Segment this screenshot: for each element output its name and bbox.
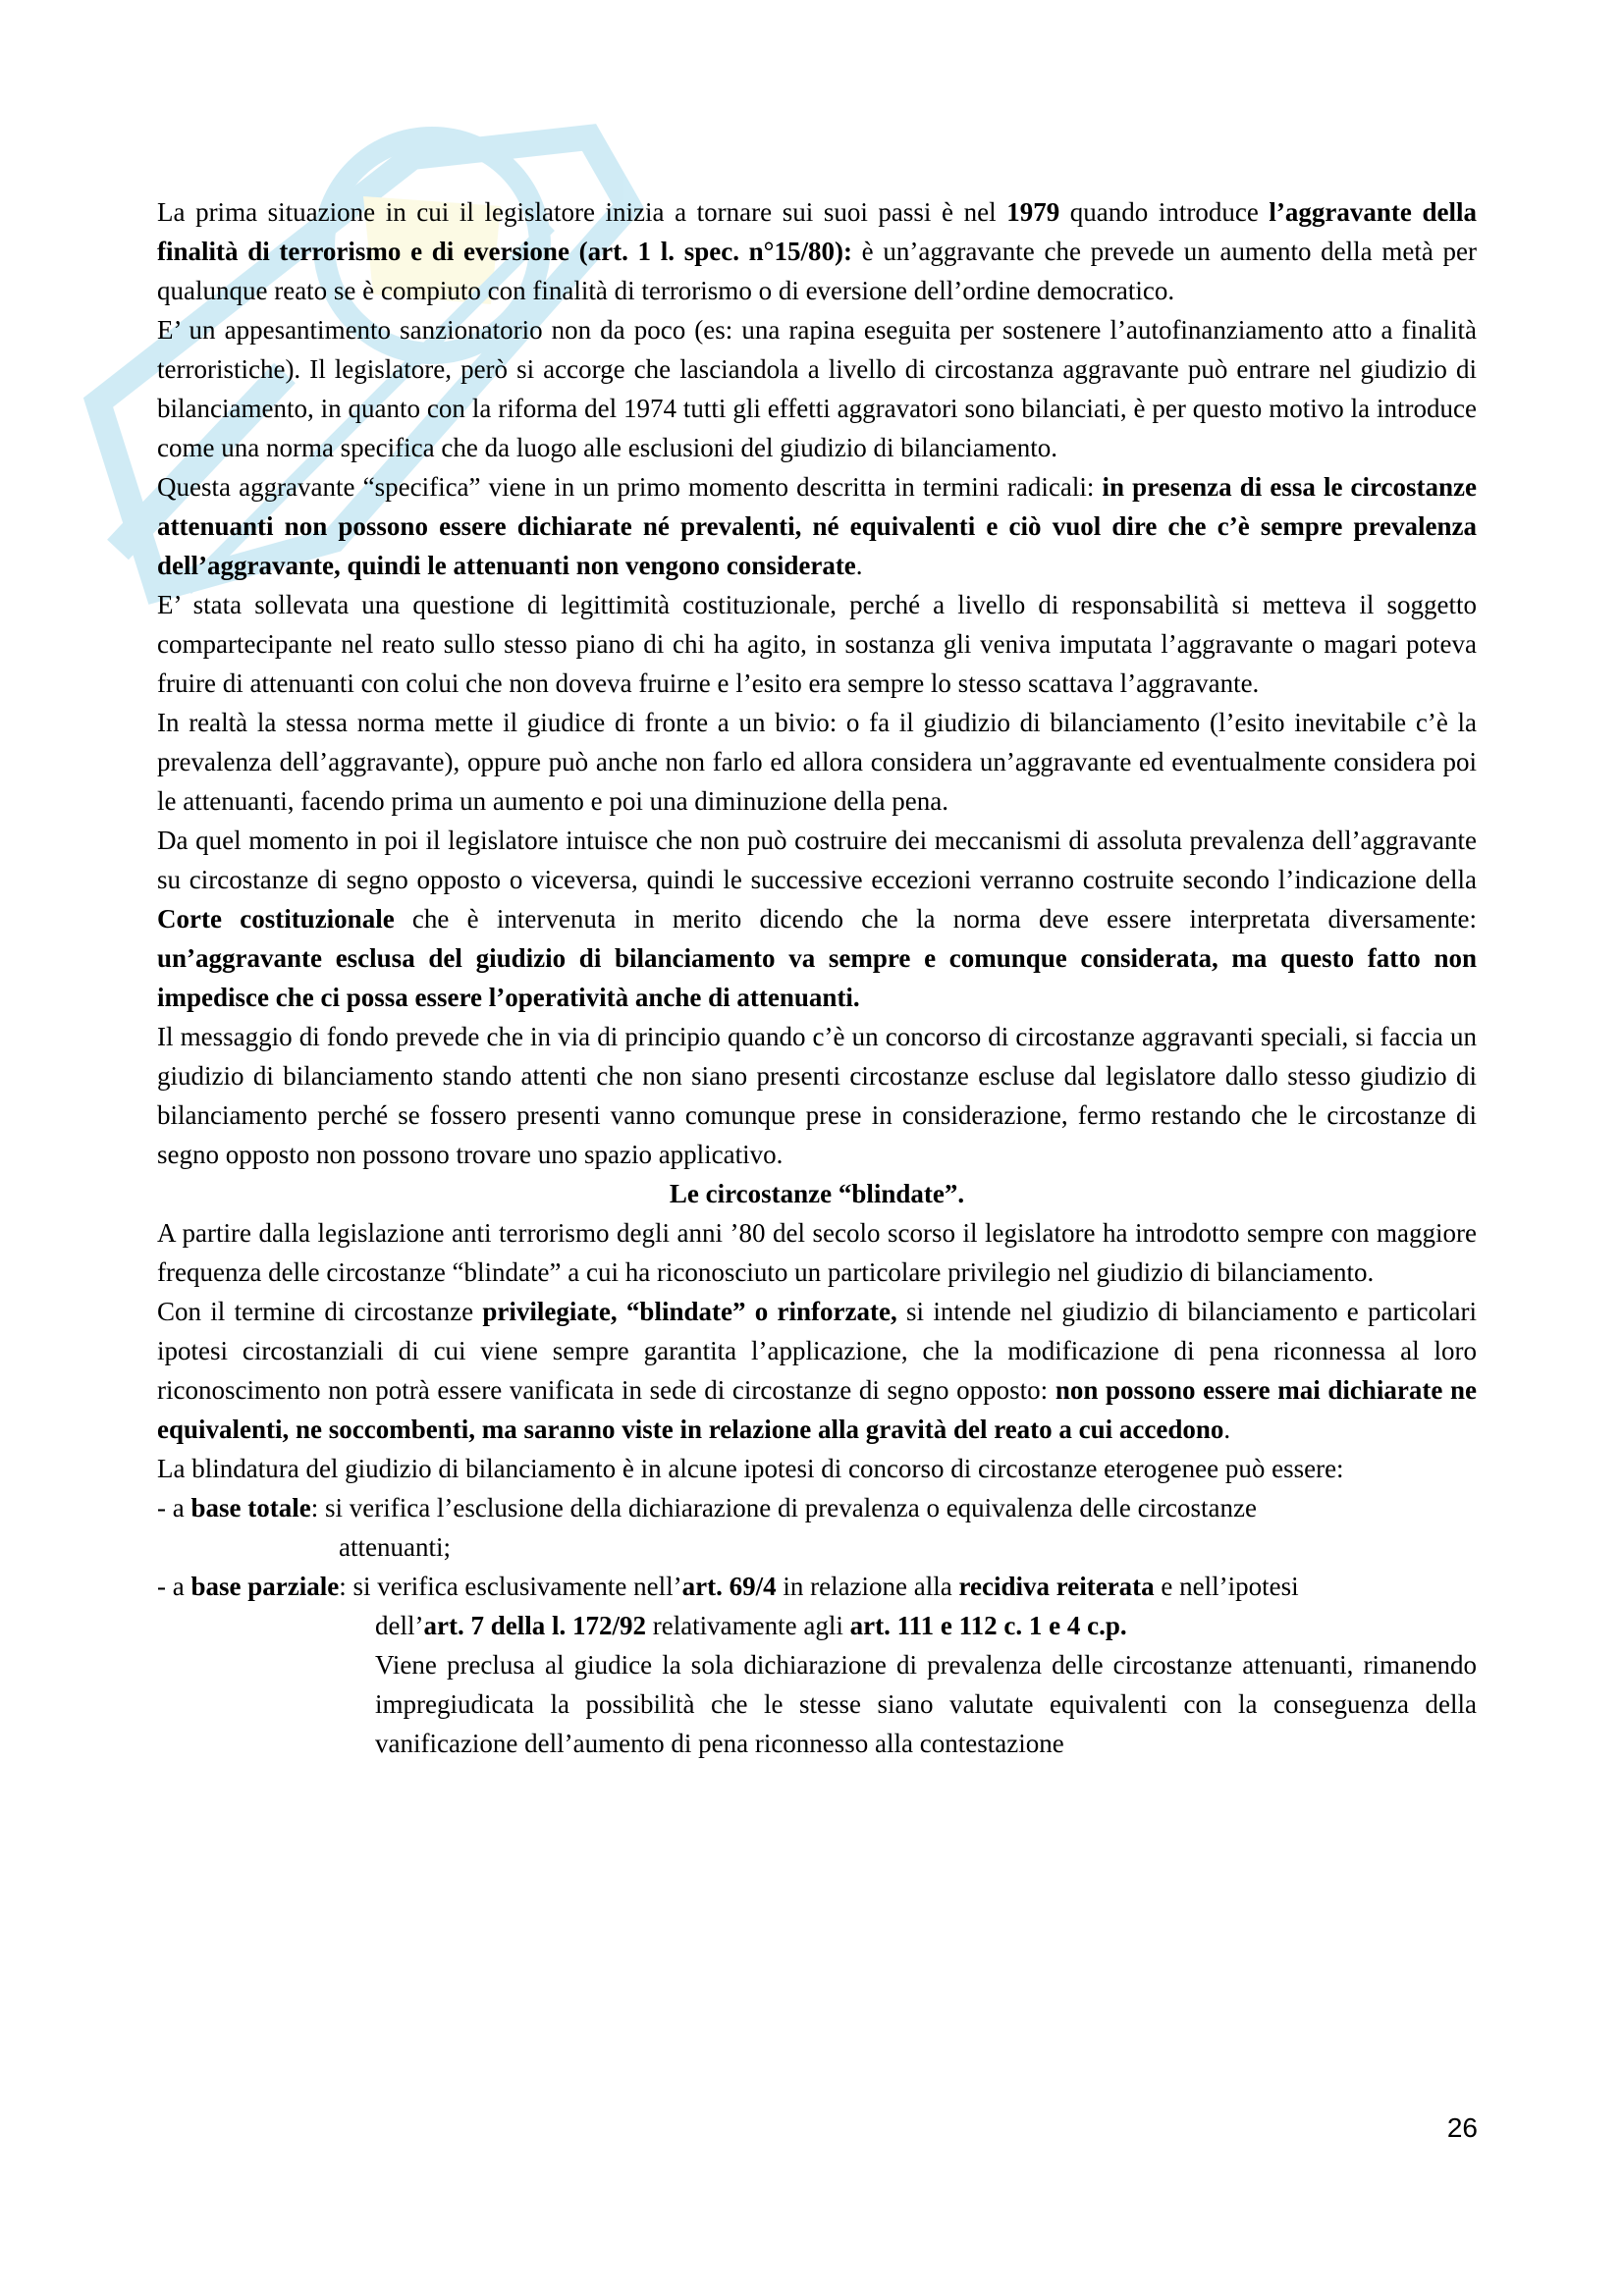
list-item-base-totale: - a base totale: si verifica l’esclusione della dichiarazione di prevalenza o equivalenza delle circostanze attenuanti; (157, 1493, 1258, 1562)
list-item-base-parziale: - a base parziale: si verifica esclusivamente nell’art. 69/4 in relazione alla recidiva reiterata e nell’ipotesi dell’art. 7 della l. 172/92 relativamente agli art. 111 e 112 c. 1 e 4 c.p. Viene preclusa al giudice la sola dichiarazione di prevalenza delle circostanze attenuanti, rimanendo impregiudicata la possibilità che le stesse siano valutate equivalenti con la conseguenza della vanificazione dell’aumento di pena riconnesso alla contestazione (157, 1567, 1477, 1763)
paragraph-1: La prima situazione in cui il legislatore inizia a tornare sui suoi passi è nel 1979 quando introduce l’aggravante della finalità di terrorismo e di eversione (art. 1 l. spec. n°15/80): è un’aggravante che prevede un aumento della metà per qualunque reato se è compiuto con finalità di terrorismo o di eversione dell’ordine democratico. (157, 197, 1477, 305)
paragraph-8: A partire dalla legislazione anti terrorismo degli anni ’80 del secolo scorso il legislatore ha introdotto sempre con maggiore frequenza delle circostanze “blindate” a cui ha riconosciuto un particolare privilegio nel giudizio di bilanciamento. (157, 1218, 1477, 1287)
paragraph-9: Con il termine di circostanze privilegiate, “blindate” o rinforzate, si intende nel giudizio di bilanciamento e particolari ipotesi circostanziali di cui viene sempre garantita l’applicazione, che la modificazione di pena riconnessa al loro riconoscimento non potrà essere vanificata in sede di circostanze di segno opposto: non possono essere mai dichiarate ne equivalenti, ne soccombenti, ma saranno viste in relazione alla gravità del reato a cui accedono. (157, 1297, 1477, 1444)
paragraph-10: La blindatura del giudizio di bilanciamento è in alcune ipotesi di concorso di circostanze eterogenee può essere: (157, 1454, 1344, 1483)
paragraph-7: Il messaggio di fondo prevede che in via di principio quando c’è un concorso di circostanze aggravanti speciali, si faccia un giudizio di bilanciamento stando attenti che non siano presenti circostanze escluse dal legislatore dallo stesso giudizio di bilanciamento perché se fossero presenti vanno comunque prese in considerazione, fermo restando che le circostanze di segno opposto non possono trovare uno spazio applicativo. (157, 1022, 1477, 1169)
paragraph-4: E’ stata sollevata una questione di legittimità costituzionale, perché a livello di responsabilità si metteva il soggetto compartecipante nel reato sullo stesso piano di chi ha agito, in sostanza gli veniva imputata l’aggravante o magari poteva fruire di attenuanti con colui che non doveva fruirne e l’esito era sempre lo stesso scattava l’aggravante. (157, 590, 1477, 698)
section-heading: Le circostanze “blindate”. (669, 1179, 965, 1208)
paragraph-5: In realtà la stessa norma mette il giudice di fronte a un bivio: o fa il giudizio di bilanciamento (l’esito inevitabile c’è la prevalenza dell’aggravante), oppure può anche non farlo ed allora considera un’aggravante ed eventualmente considera poi le attenuanti, facendo prima un aumento e poi una diminuzione della pena. (157, 708, 1477, 816)
paragraph-3: Questa aggravante “specifica” viene in un primo momento descritta in termini radicali: in presenza di essa le circostanze attenuanti non possono essere dichiarate né prevalenti, né equivalenti e ciò vuol dire che c’è sempre prevalenza dell’aggravante, quindi le attenuanti non vengono considerate. (157, 472, 1477, 580)
list-item-base-parziale-detail: Viene preclusa al giudice la sola dichiarazione di prevalenza delle circostanze attenuanti, rimanendo impregiudicata la possibilità che le stesse siano valutate equivalenti con la conseguenza della vanificazione dell’aumento di pena riconnesso alla contestazione (375, 1650, 1477, 1758)
page-number: 26 (1446, 2112, 1478, 2143)
paragraph-2: E’ un appesantimento sanzionatorio non da poco (es: una rapina eseguita per sostenere l’autofinanziamento atto a finalità terroristiche). Il legislatore, però si accorge che lasciandola a livello di circostanza aggravante può entrare nel giudizio di bilanciamento, in quanto con la riforma del 1974 tutti gli effetti aggravatori sono bilanciati, è per questo motivo la introduce come una norma specifica che da luogo alle esclusioni del giudizio di bilanciamento. (157, 315, 1477, 462)
document-body (157, 192, 1477, 1763)
paragraph-6: Da quel momento in poi il legislatore intuisce che non può costruire dei meccanismi di assoluta prevalenza dell’aggravante su circostanze di segno opposto o viceversa, quindi le successive eccezioni verranno costruite secondo l’indicazione della Corte costituzionale che è intervenuta in merito dicendo che la norma deve essere interpretata diversamente: un’aggravante esclusa del giudizio di bilanciamento va sempre e comunque considerata, ma questo fatto non impedisce che ci possa essere l’operatività anche di attenuanti. (157, 826, 1477, 1012)
